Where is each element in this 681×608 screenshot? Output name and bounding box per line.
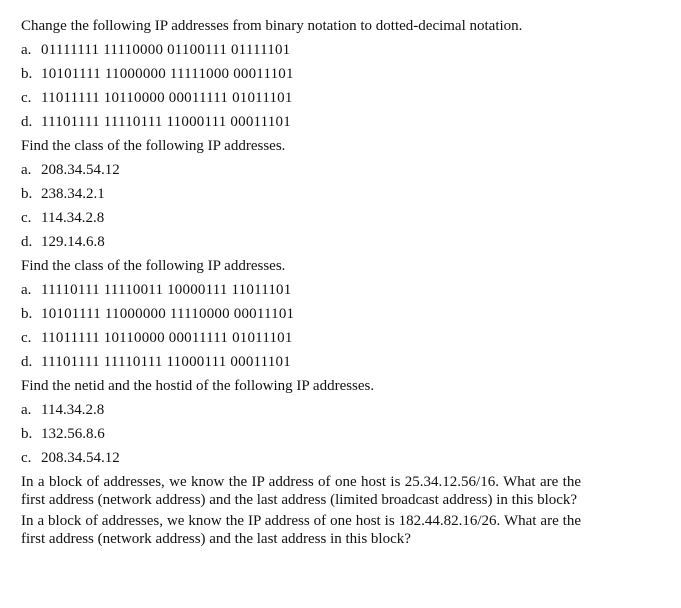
list-item bbox=[21, 158, 581, 182]
item-text: 129.14.6.8 bbox=[41, 234, 105, 250]
list-item bbox=[21, 446, 581, 470]
exercise-heading: Change the following IP addresses from binary notation to dotted-decimal notation. bbox=[21, 18, 523, 34]
item-text: 208.34.54.12 bbox=[41, 450, 120, 466]
item-text: 132.56.8.6 bbox=[41, 426, 105, 442]
list-item bbox=[21, 422, 581, 446]
item-text: 01111111 11110000 01100111 01111101 bbox=[41, 42, 291, 58]
item-label: b. bbox=[21, 306, 33, 322]
exercise-heading: Find the class of the following IP addresses. bbox=[21, 138, 286, 154]
list-item bbox=[21, 302, 581, 326]
item-text: 10101111 11000000 11110000 00011101 bbox=[41, 306, 295, 322]
document bbox=[21, 14, 581, 548]
exercise-heading: Find the netid and the hostid of the following IP addresses. bbox=[21, 378, 375, 394]
list-item bbox=[21, 182, 581, 206]
item-text: 114.34.2.8 bbox=[41, 402, 105, 418]
item-text: 11101111 11110111 11000111 00011101 bbox=[41, 114, 291, 130]
item-text: 11011111 10110000 00011111 01011101 bbox=[41, 330, 293, 346]
item-label: a. bbox=[21, 402, 32, 418]
exercise-heading: Find the class of the following IP addresses. bbox=[21, 258, 286, 274]
item-text: 238.34.2.1 bbox=[41, 186, 105, 202]
item-label: b. bbox=[21, 426, 33, 442]
list-item bbox=[21, 398, 581, 422]
item-label: a. bbox=[21, 282, 32, 298]
item-label: b. bbox=[21, 186, 33, 202]
list-item bbox=[21, 62, 581, 86]
item-label: d. bbox=[21, 114, 33, 130]
item-label: d. bbox=[21, 234, 33, 250]
item-text: 11011111 10110000 00011111 01011101 bbox=[41, 90, 293, 106]
list-item bbox=[21, 110, 581, 134]
list-item bbox=[21, 206, 581, 230]
item-label: c. bbox=[21, 450, 32, 466]
item-text: 114.34.2.8 bbox=[41, 210, 105, 226]
item-label: d. bbox=[21, 354, 33, 370]
item-label: c. bbox=[21, 330, 32, 346]
list-item bbox=[21, 278, 581, 302]
item-label: a. bbox=[21, 162, 32, 178]
item-text: 11110111 11110011 10000111 11011101 bbox=[41, 282, 292, 298]
list-item bbox=[21, 86, 581, 110]
list-item bbox=[21, 350, 581, 374]
list-item bbox=[21, 326, 581, 350]
item-label: c. bbox=[21, 90, 32, 106]
item-label: b. bbox=[21, 66, 33, 82]
item-label: c. bbox=[21, 210, 32, 226]
item-label: a. bbox=[21, 42, 32, 58]
list-item bbox=[21, 38, 581, 62]
list-item bbox=[21, 230, 581, 254]
item-text: 208.34.54.12 bbox=[41, 162, 120, 178]
exercise-paragraph: In a block of addresses, we know the IP address of one host is 25.34.12.56/16. What are the first address (network address) and the last address (limited broadcast address) in this block? bbox=[21, 474, 581, 508]
exercise-paragraph: In a block of addresses, we know the IP address of one host is 182.44.82.16/26. What are the first address (network address) and the last address in this block? bbox=[21, 513, 581, 547]
item-text: 10101111 11000000 11111000 00011101 bbox=[41, 66, 294, 82]
item-text: 11101111 11110111 11000111 00011101 bbox=[41, 354, 291, 370]
